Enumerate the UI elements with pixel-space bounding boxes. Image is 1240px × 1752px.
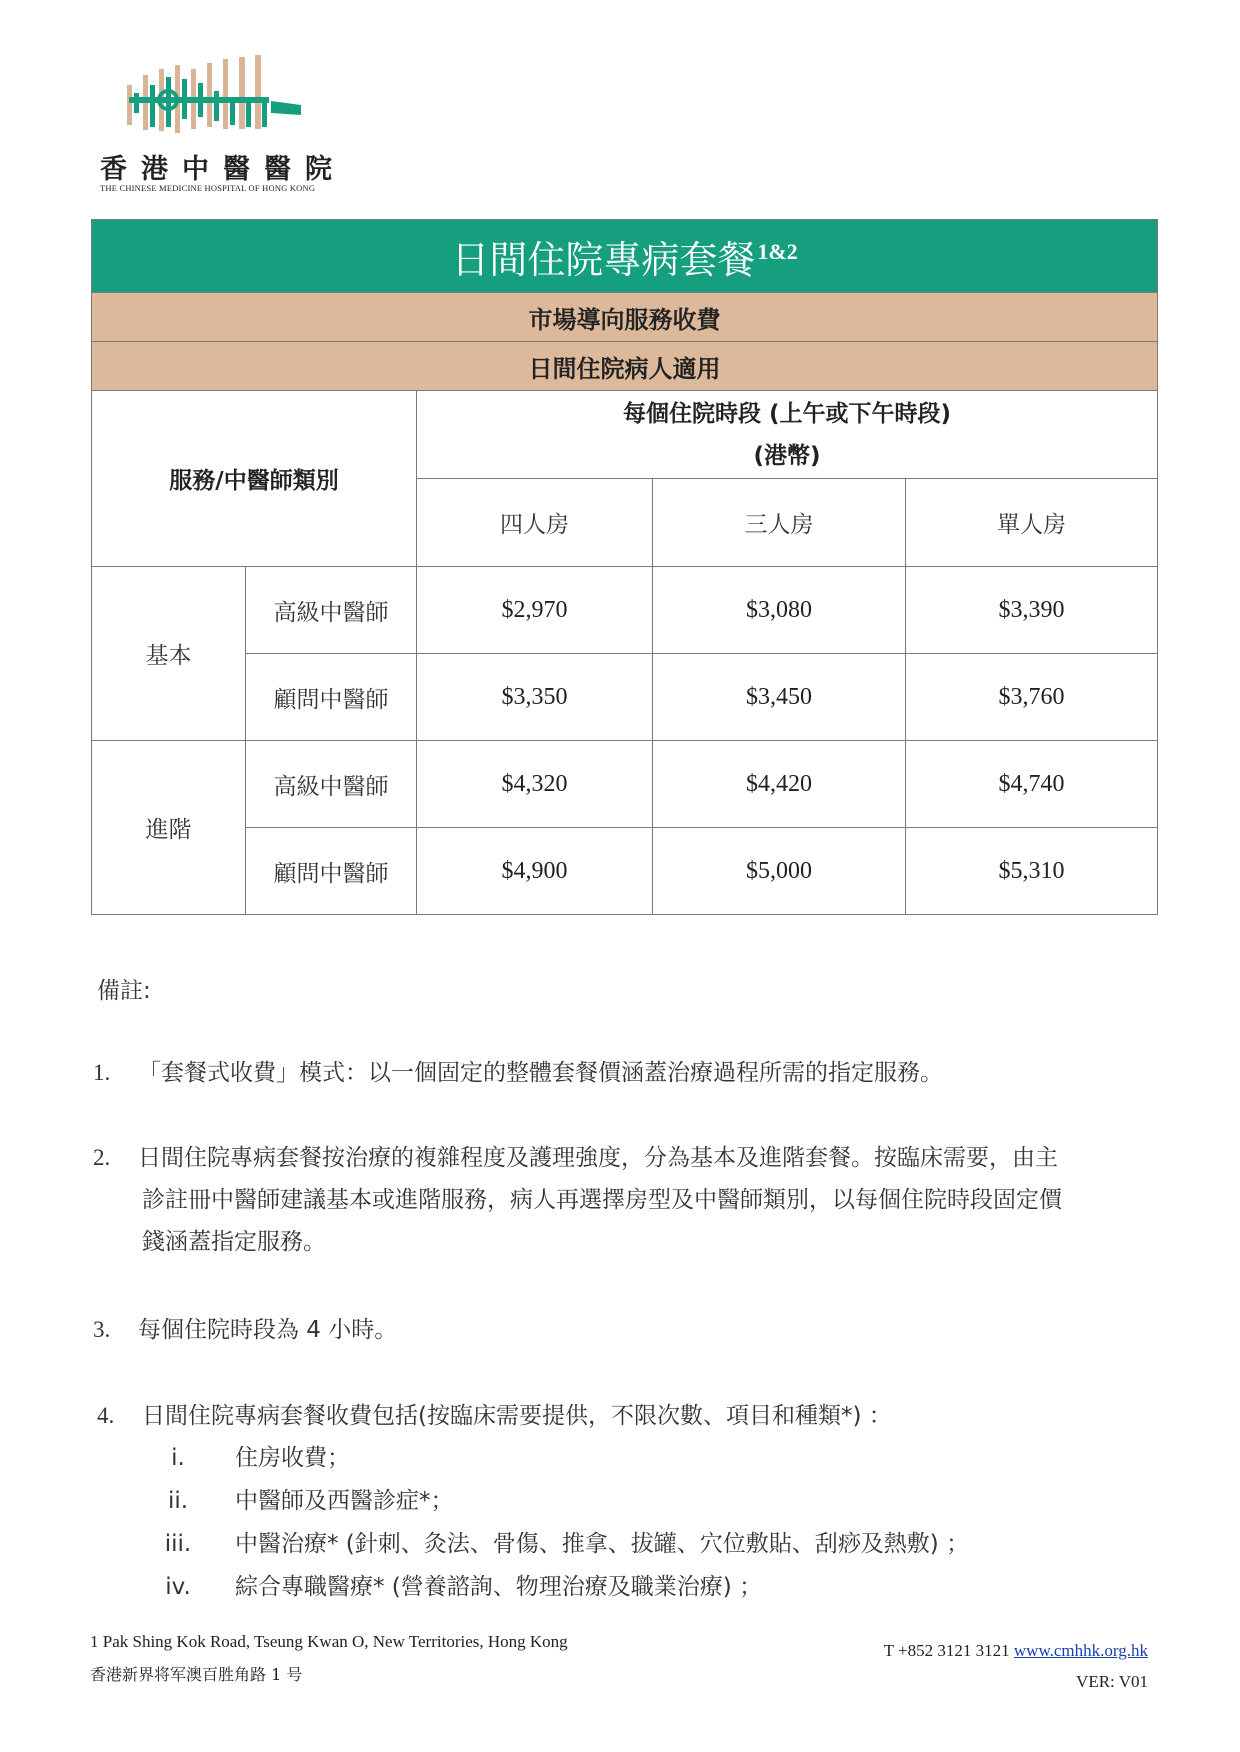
table-title-row <box>92 220 1158 293</box>
table-row <box>92 567 1158 654</box>
price-cell: $3,450 <box>653 654 906 741</box>
note-line: 每個住院時段為 4 小時。 <box>138 1317 398 1343</box>
header-period <box>417 391 1158 479</box>
table-subtitle-row <box>92 342 1158 391</box>
footer-address-cn: 香港新界将军澳百胜角路 1 号 <box>90 1665 303 1684</box>
footer-contact <box>884 1641 1148 1661</box>
sub-item-number: iv. <box>165 1574 191 1600</box>
note-line: 錢涵蓋指定服務。 <box>142 1229 326 1255</box>
price-cell: $3,390 <box>906 567 1158 654</box>
title-footnote-marker: 1&2 <box>757 238 798 264</box>
note-line: 「套餐式收費」模式：以一個固定的整體套餐價涵蓋治療過程所需的指定服務。 <box>138 1060 943 1086</box>
header-service-category: 服務/中醫師類別 <box>92 391 417 567</box>
sub-item-number: i. <box>171 1445 185 1471</box>
price-cell: $4,740 <box>906 741 1158 828</box>
sub-item-text: 綜合專職醫療* (營養諮詢、物理治療及職業治療) ； <box>235 1574 763 1600</box>
sub-item-text: 中醫治療* (針刺、灸法、骨傷、推拿、拔罐、穴位敷貼、刮痧及熱敷) ； <box>235 1531 970 1557</box>
header-period-currency: (港幣) <box>753 442 821 469</box>
sub-item-text: 住房收費； <box>235 1445 350 1471</box>
price-cell: $3,760 <box>906 654 1158 741</box>
hospital-logo <box>100 55 346 195</box>
table-subtitle-pricing: 市場導向服務收費 <box>92 293 1158 342</box>
price-cell: $4,900 <box>417 828 653 915</box>
sub-item-number: iii. <box>164 1531 192 1557</box>
note-text <box>138 1052 1148 1094</box>
price-cell: $5,310 <box>906 828 1158 915</box>
note-text <box>142 1395 1152 1437</box>
price-cell: $5,000 <box>653 828 906 915</box>
notes-heading: 備註: <box>97 978 151 1004</box>
note-line: 診註冊中醫師建議基本或進階服務，病人再選擇房型及中醫師類別，以每個住院時段固定價 <box>142 1187 1062 1213</box>
header-room-single: 單人房 <box>906 479 1158 567</box>
note-line: 日間住院專病套餐收費包括(按臨床需要提供，不限次數、項目和種類*) ： <box>142 1403 892 1429</box>
tier-advanced: 進階 <box>92 741 246 915</box>
table-header-row <box>92 391 1158 479</box>
table-row <box>92 741 1158 828</box>
logo-english-name: THE CHINESE MEDICINE HOSPITAL OF HONG KONG <box>100 183 316 193</box>
table-subtitle-row <box>92 293 1158 342</box>
header-room-3: 三人房 <box>653 479 906 567</box>
sub-item-number: ii. <box>167 1488 189 1514</box>
doctor-type: 顧問中醫師 <box>246 828 417 915</box>
note-text <box>138 1309 1148 1351</box>
note-number: 4. <box>97 1403 115 1428</box>
table-subtitle-applicability: 日間住院病人適用 <box>92 342 1158 391</box>
logo-chinese-name: 香港中醫醫院 <box>100 154 346 185</box>
note-number: 2. <box>93 1145 111 1170</box>
price-cell: $4,320 <box>417 741 653 828</box>
note-text <box>138 1137 1148 1263</box>
note-number: 3. <box>93 1317 111 1342</box>
tier-basic: 基本 <box>92 567 246 741</box>
note-number: 1. <box>93 1060 111 1085</box>
price-cell: $4,420 <box>653 741 906 828</box>
footer-phone: T +852 3121 3121 <box>883 1641 1010 1660</box>
footer-version: VER: V01 <box>1076 1672 1148 1691</box>
footer-website-link[interactable]: www.cmhhk.org.hk <box>1013 1641 1148 1660</box>
header-period-line1: 每個住院時段 (上午或下午時段) <box>622 400 952 427</box>
footer-address-en: 1 Pak Shing Kok Road, Tseung Kwan O, New Territories, Hong Kong <box>90 1632 568 1651</box>
logo-mark-icon <box>125 55 325 143</box>
table-title: 日間住院專病套餐$^{1\&2}$ <box>92 220 1158 293</box>
price-cell: $3,350 <box>417 654 653 741</box>
doctor-type: 顧問中醫師 <box>246 654 417 741</box>
header-room-4: 四人房 <box>417 479 653 567</box>
note-line: 日間住院專病套餐按治療的複雜程度及護理強度，分為基本及進階套餐。按臨床需要，由主 <box>138 1145 1058 1171</box>
price-cell: $2,970 <box>417 567 653 654</box>
table-row <box>92 654 1158 741</box>
doctor-type: 高級中醫師 <box>246 741 417 828</box>
price-table <box>91 219 1158 915</box>
sub-item-text: 中醫師及西醫診症*； <box>235 1488 454 1514</box>
doctor-type: 高級中醫師 <box>246 567 417 654</box>
table-row <box>92 828 1158 915</box>
price-cell: $3,080 <box>653 567 906 654</box>
